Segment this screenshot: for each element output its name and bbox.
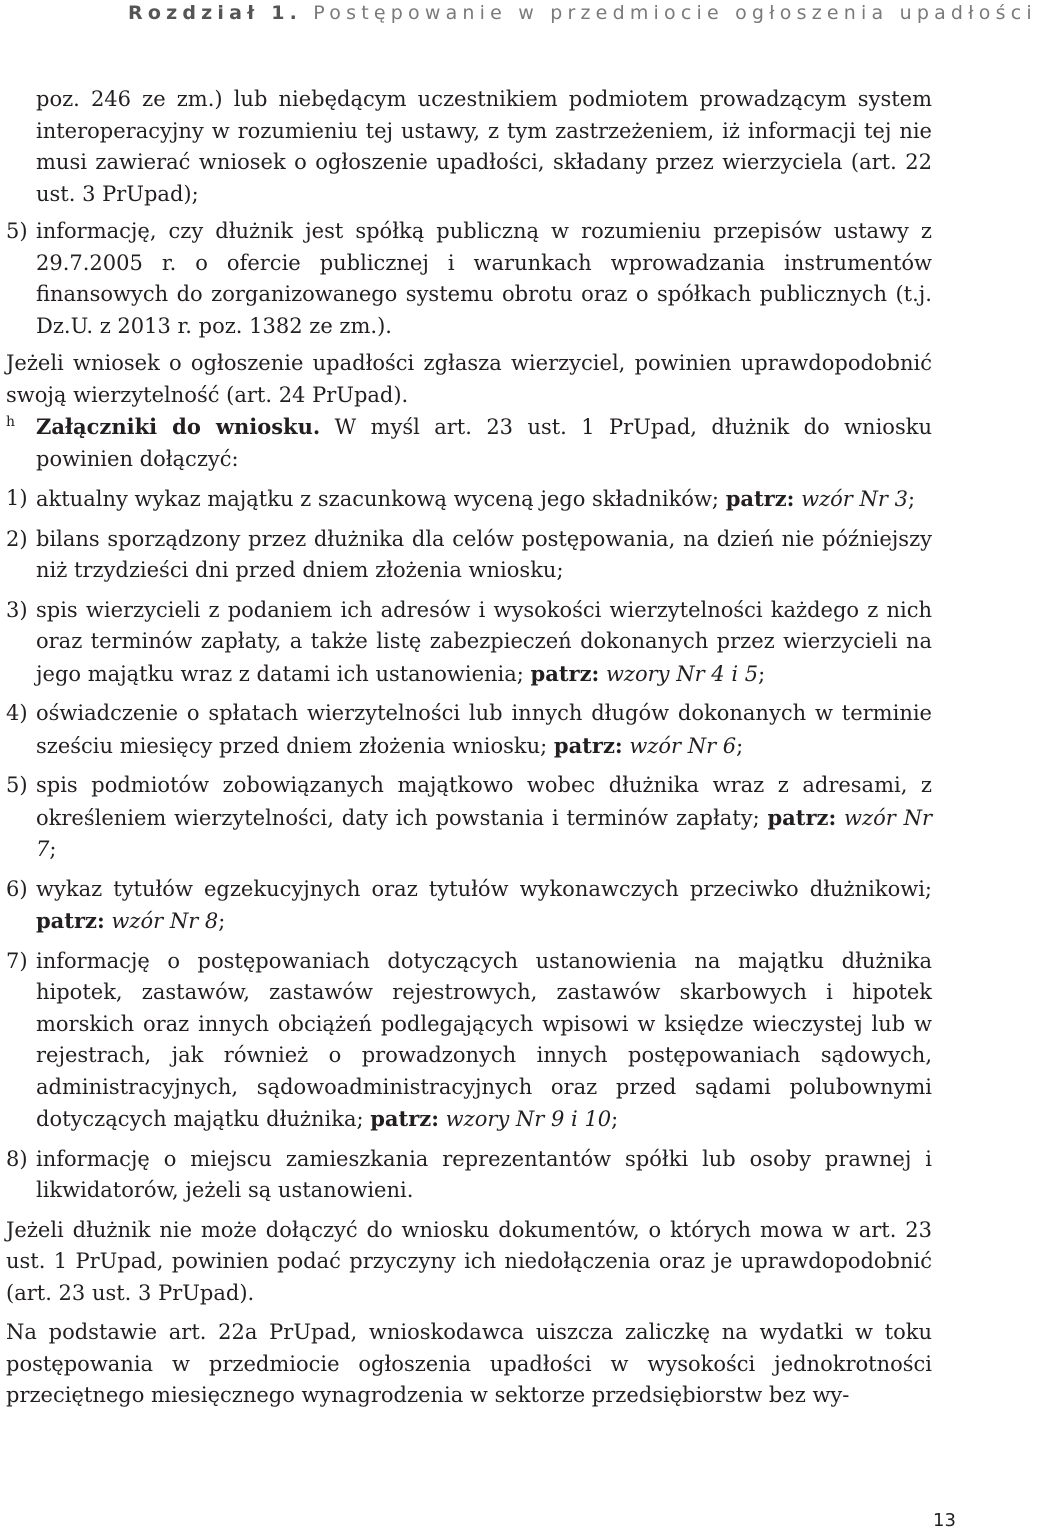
list-item-text: spis wierzycieli z podaniem ich adresów i wysokości wierzytelności każdego z nich oraz terminów zapłaty, a także listę zabezpieczeń dokonanych przez wierzycieli na jego majątku wraz z datami ich ustanowienia; (36, 597, 932, 686)
paragraph-advance-payment: Na podstawie art. 22a PrUpad, wnioskodawca uiszcza zaliczkę na wydatki w toku postępowania w przedmiocie ogłoszenia upadłości w wysokości jednokrotności przeciętnego miesięcznego wynagrodzenia w sektorze przedsiębiorstw bez wy- (6, 1320, 932, 1407)
list-item-text: wykaz tytułów egzekucyjnych oraz tytułów wykonawczych przeciwko dłużnikowi; (36, 876, 932, 901)
list-item (6, 483, 932, 516)
form-reference: wzory Nr 4 i 5 (605, 661, 759, 686)
list-item (6, 698, 932, 762)
attachments-intro: W myśl art. 23 ust. 1 PrUpad, dłużnik do wniosku powinien dołączyć: (36, 415, 932, 471)
patrz-label: patrz: (767, 804, 837, 830)
list-item (6, 874, 932, 938)
form-reference: wzór Nr 8 (111, 909, 219, 933)
item-end: ; (907, 487, 916, 511)
item-end: ; (736, 733, 744, 758)
list-item-5-pre (6, 216, 932, 342)
list-item (6, 946, 932, 1136)
patrz-label: patrz: (725, 486, 795, 511)
list-item (6, 1144, 932, 1207)
patrz-label: patrz: (530, 660, 600, 686)
list-item-text: spis podmiotów zobowiązanych majątkowo wobec dłużnika wraz z adresami, z określeniem wierzytelności, daty ich powstania i terminów zapłaty; (36, 773, 932, 830)
list-item-number: 3) (6, 597, 28, 622)
patrz-label: patrz: (553, 732, 623, 758)
list-item-number: 4) (6, 701, 28, 725)
page-number: 13 (933, 1510, 956, 1531)
list-item-text: informację o miejscu zamieszkania reprezentantów spółki lub osoby prawnej i likwidatorów, jeżeli są ustanowieni. (36, 1146, 932, 1202)
patrz-label: patrz: (36, 908, 105, 933)
page-body (6, 84, 932, 1412)
list-item-number: 5) (6, 219, 28, 243)
item-end: ; (218, 909, 226, 933)
running-header (128, 2, 1037, 24)
list-item-text: informację o postępowaniach dotyczących ustanowienia na majątku dłużnika hipotek, zastawów, zastawów rejestrowych, zastawów skarbowych i hipotek morskich oraz innych obciążeń podlegających wpisowi w księdze wieczystej lub w rejestrach, jak również o prowadzonych innych postępowaniach sądowych, administracyjnych, sądowoadministracyjnych oraz przed sądami polubownymi dotyczących majątku dłużnika; (36, 948, 932, 1131)
form-reference: wzór Nr 7 (36, 805, 932, 861)
chapter-title: Postępowanie w przedmiocie ogłoszenia upadłości (313, 2, 1037, 24)
list-item-text: oświadczenie o spłatach wierzytelności lub innych długów dokonanych w terminie sześciu miesięcy przed dniem złożenia wniosku; (36, 701, 932, 758)
item-end: ; (758, 661, 766, 686)
item-end: ; (611, 1107, 619, 1131)
list-item-text: aktualny wykaz majątku z szacunkową wyceną jego składników; (36, 487, 719, 511)
list-item-text: informację, czy dłużnik jest spółką publiczną w rozumieniu przepisów ustawy z 29.7.2005 r. o ofercie publicznej i warunkach wprowadzania instrumentów finansowych do zorganizowanego systemu obrotu oraz o spółkach publicznych (t.j. Dz.U. z 2013 r. poz. 1382 ze zm.). (36, 219, 932, 338)
form-reference: wzór Nr 3 (801, 487, 908, 511)
attachments-heading: Załączniki do wniosku. (36, 414, 321, 439)
continued-item-text: poz. 246 ze zm.) lub niebędącym uczestnikiem podmiotem prowadzącym system interoperacyjny w rozumieniu tej ustawy, z tym zastrzeżeniem, iż informacji tej nie musi zawierać wniosek o ogłoszenie upadłości, składany przez wierzyciela (art. 22 ust. 3 PrUpad); (36, 87, 932, 206)
chapter-label: Rozdział 1. (128, 2, 303, 24)
form-reference: wzory Nr 9 i 10 (445, 1107, 612, 1131)
list-item-number: 1) (6, 486, 28, 510)
list-item-number: 5) (6, 773, 28, 797)
attachments-list (6, 483, 932, 1207)
paragraph-missing-documents: Jeżeli dłużnik nie może dołączyć do wniosku dokumentów, o których mowa w art. 23 ust. 1 PrUpad, powinien podać przyczyny ich niedołączenia oraz je uprawdopodobnić (art. 23 ust. 3 PrUpad). (6, 1217, 932, 1305)
list-item (6, 524, 932, 587)
list-item (6, 595, 932, 691)
item-end: ; (49, 837, 57, 861)
list-item-number: 7) (6, 948, 28, 973)
list-item-text: bilans sporządzony przez dłużnika dla celów postępowania, na dzień nie późniejszy niż trzydzieści dni przed dniem złożenia wniosku; (36, 526, 932, 582)
patrz-label: patrz: (370, 1106, 439, 1131)
paragraph-creditor: Jeżeli wniosek o ogłoszenie upadłości zgłasza wierzyciel, powinien uprawdopodobnić swoją wierzytelność (art. 24 PrUpad). (6, 351, 932, 407)
list-item-number: 8) (6, 1146, 28, 1171)
list-item-number: 2) (6, 526, 28, 551)
list-item (6, 770, 932, 866)
section-marker-icon: h (6, 414, 16, 430)
list-item-number: 6) (6, 876, 28, 901)
form-reference: wzór Nr 6 (629, 733, 737, 758)
attachments-section (6, 411, 932, 475)
